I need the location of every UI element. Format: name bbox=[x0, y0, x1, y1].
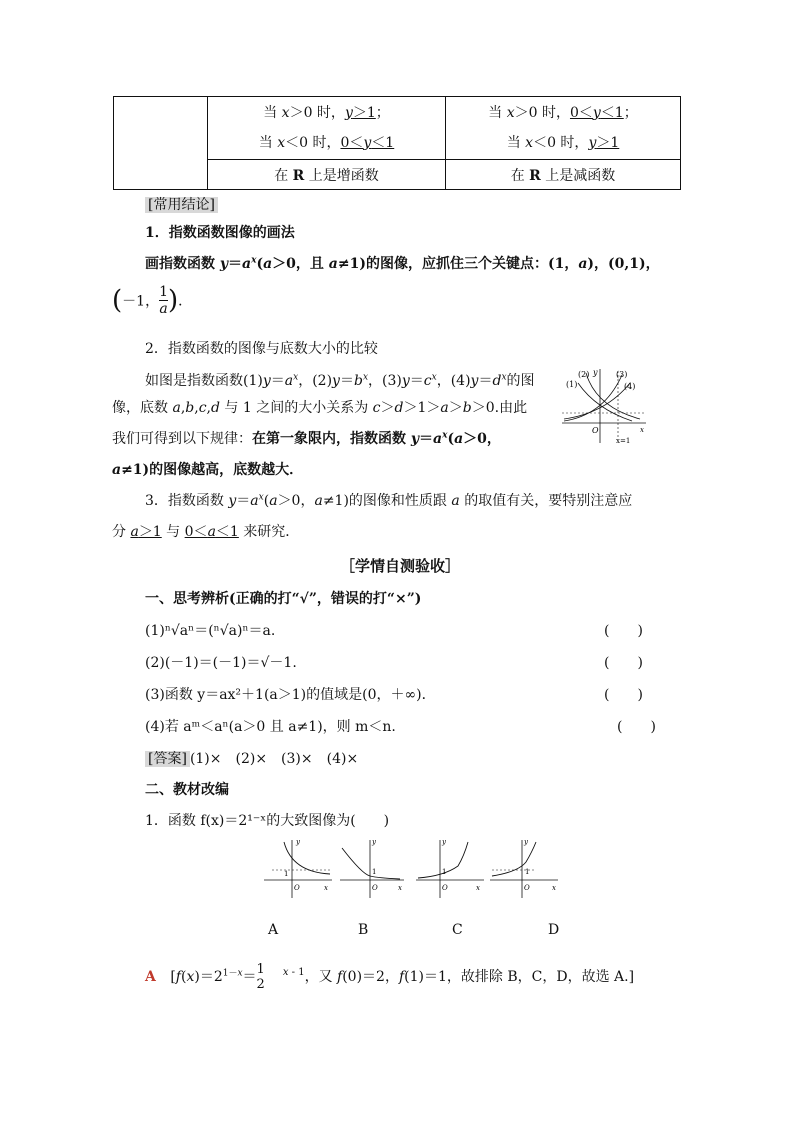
part1-heading: 一、思考辨析(正确的打“√”，错误的打“×”) bbox=[145, 591, 422, 607]
option-d-label: D bbox=[548, 922, 560, 938]
svg-text:1: 1 bbox=[372, 868, 377, 876]
item1-text-line1: 画指数函数 $y=a^x(a>0$，且 a≠1)的图像，应抓住三个关键点：(1，a)，(0,1)， bbox=[145, 255, 660, 272]
answer-tag: [答案] bbox=[145, 751, 190, 767]
question-3: (3)函数 y＝ax²＋1(a＞1)的值域是(0，＋∞)． bbox=[145, 687, 436, 703]
fig-curve-2 bbox=[586, 373, 640, 419]
svg-text:x: x bbox=[476, 884, 480, 892]
increasing-cell: 在 R 上是增函数 bbox=[208, 160, 446, 190]
svg-text:y: y bbox=[296, 838, 300, 846]
graph-b bbox=[340, 838, 404, 898]
question-1: (1)ⁿ√aⁿ＝(ⁿ√a)ⁿ＝a. bbox=[145, 623, 276, 639]
item2-line3: 我们可得到以下规律：在第一象限内，指数函数 $y=a^x(a>0$， bbox=[112, 430, 501, 447]
fig-label-2: (2) bbox=[578, 370, 590, 379]
question-5: 1．函数 f(x)＝2¹⁻ˣ的大致图像为( ) bbox=[145, 813, 390, 829]
fig-label-o: O bbox=[592, 426, 599, 435]
graph-c bbox=[416, 838, 484, 898]
svg-text:O: O bbox=[524, 884, 530, 892]
exponential-curves-figure bbox=[560, 365, 650, 445]
solution-letter: A bbox=[145, 969, 156, 985]
svg-text:y: y bbox=[372, 838, 376, 846]
svg-text:x: x bbox=[552, 884, 556, 892]
fig-label-1: (1) bbox=[566, 380, 578, 389]
option-c-label: C bbox=[452, 922, 463, 938]
item2-title: 2．指数函数的图像与底数大小的比较 bbox=[145, 341, 378, 357]
graph-d bbox=[490, 838, 558, 898]
svg-text:1: 1 bbox=[442, 868, 447, 876]
option-b-label: B bbox=[358, 922, 369, 938]
increasing-conditions-cell bbox=[208, 97, 446, 160]
question-4: (4)若 aᵐ＜aⁿ(a＞0 且 a≠1)，则 m＜n. bbox=[145, 719, 396, 735]
svg-text:x: x bbox=[324, 884, 328, 892]
svg-text:x: x bbox=[398, 884, 402, 892]
answer-line bbox=[145, 748, 358, 768]
svg-text:1: 1 bbox=[284, 870, 289, 878]
q1-paren: ( ) bbox=[604, 623, 643, 639]
table-empty-cell bbox=[114, 97, 208, 190]
inc-cond-text: 当 x＞0 时，y＞1； 当 x＜0 时，0＜y＜1 bbox=[258, 105, 395, 151]
fig-label-y: y bbox=[593, 368, 598, 377]
q3-paren: ( ) bbox=[604, 687, 643, 703]
svg-text:O: O bbox=[372, 884, 378, 892]
svg-text:1: 1 bbox=[525, 868, 530, 876]
svg-text:O: O bbox=[442, 884, 448, 892]
decreasing-conditions-cell bbox=[446, 97, 681, 160]
solution-text: [$f(x)=2^{1-x}=$ 1 2 $^{x - 1}$，又 f(0)＝2，f(1)＝1，故排除 B，C，D，故选 A.] bbox=[170, 962, 635, 992]
selftest-title: ［学情自测验收］ bbox=[340, 557, 461, 575]
properties-table bbox=[113, 96, 681, 190]
answer-text: (1)× (2)× (3)× (4)× bbox=[189, 751, 359, 767]
fig-label-3: (3) bbox=[616, 370, 628, 379]
solution bbox=[145, 962, 634, 992]
svg-text:y: y bbox=[524, 838, 528, 846]
conclusions-heading: [常用结论] bbox=[145, 194, 218, 214]
q2-paren: ( ) bbox=[604, 655, 643, 671]
svg-text:O: O bbox=[294, 884, 300, 892]
decreasing-cell: 在 R 上是减函数 bbox=[446, 160, 681, 190]
options-graphs bbox=[262, 838, 562, 900]
fig-label-4: (4) bbox=[624, 382, 636, 391]
dec-cond-text: 当 x＞0 时，0＜y＜1； 当 x＜0 时，y＞1 bbox=[488, 105, 638, 151]
question-2: (2)(－1)＝(－1)＝√－1. bbox=[145, 655, 297, 671]
item2-line2: 像，底数 a,b,c,d 与 1 之间的大小关系为 c＞d＞1＞a＞b＞0.由此 bbox=[112, 400, 528, 416]
svg-text:y: y bbox=[442, 838, 446, 846]
fig-label-x1: x=1 bbox=[616, 437, 631, 445]
option-a-label: A bbox=[268, 922, 279, 938]
item1-text-line2: (－1， $\frac{1}{a}$ )． bbox=[112, 284, 193, 317]
fig-label-x: x bbox=[640, 426, 644, 434]
part2-heading: 二、教材改编 bbox=[145, 782, 229, 798]
item3-line1: 3．指数函数 $y=a^x(a>0$，a≠1)的图像和性质跟 a 的取值有关，要特别注意应 bbox=[145, 492, 633, 509]
item2-line4: a≠1)的图像越高，底数越大． bbox=[112, 462, 304, 478]
item2-line1: 如图是指数函数$(1)y=a^x$，$(2)y=b^x$，$(3)y=c^x$，$(4)y=d^x$的图 bbox=[145, 372, 535, 389]
item1-title: 1．指数函数图像的画法 bbox=[145, 225, 295, 241]
item3-line2: 分 a＞1 与 0＜a＜1 来研究． bbox=[112, 524, 300, 540]
graph-a bbox=[264, 838, 332, 898]
q4-paren: ( ) bbox=[617, 719, 656, 735]
